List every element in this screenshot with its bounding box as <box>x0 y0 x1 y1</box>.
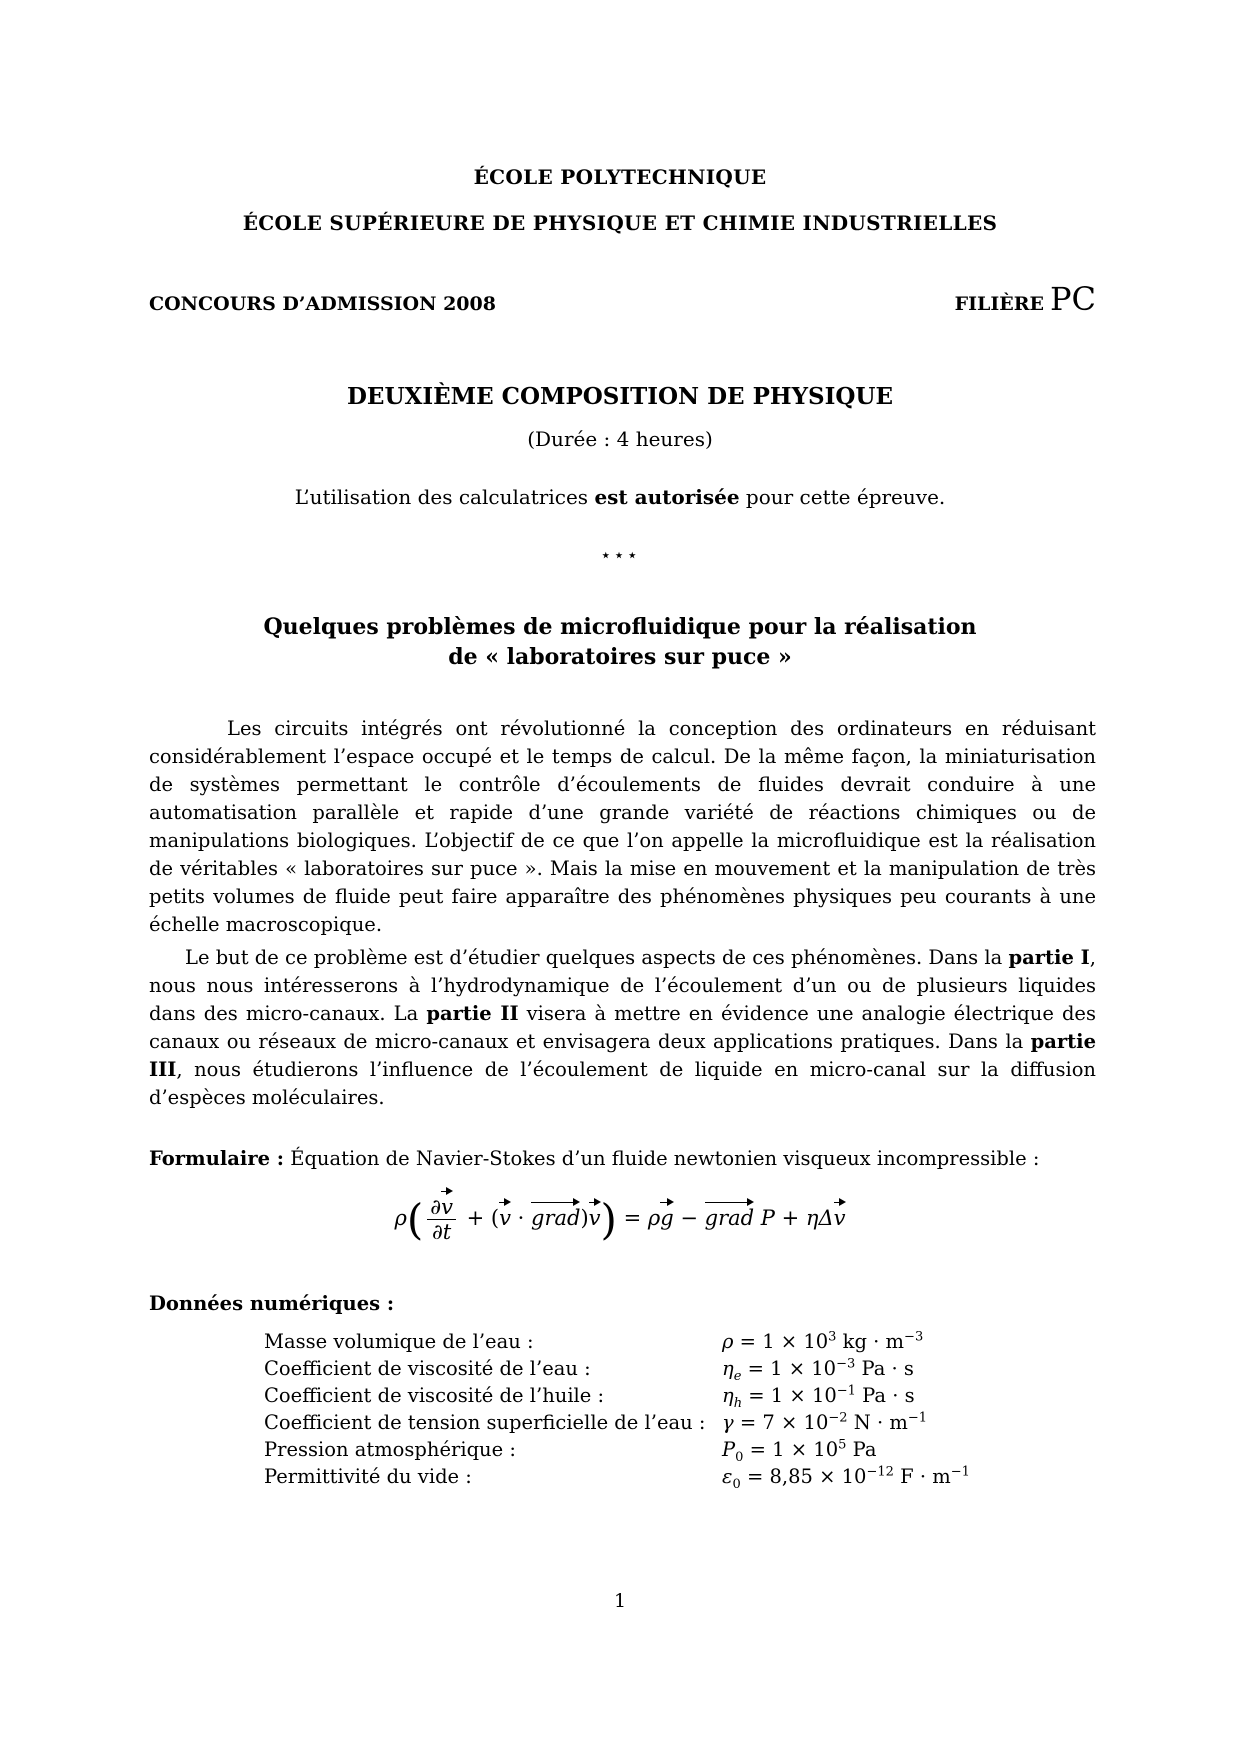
separator-stars: ⋆⋆⋆ <box>600 545 640 566</box>
problem-title-line1: Quelques problèmes de microfluidique pour la réalisation <box>263 614 977 640</box>
formulaire-text: Équation de Navier-Stokes d’un fluide newtonien visqueux incompressible : <box>290 1147 1040 1170</box>
numeric-data-table <box>264 1328 970 1490</box>
data-row: Coefficient de tension superficielle de l’eau : $\gamma = 7 \times 10^{-2}$ $N \cdot m^{-1}$ <box>264 1410 928 1434</box>
filiere-value: PC <box>1049 280 1096 318</box>
intro-paragraph-1: Les circuits intégrés ont révolutionné la conception des ordinateurs en réduisant considérablement l’espace occupé et le temps de calcul. De la même façon, la miniaturisation de systèmes permettant le contrôle d’écoulements de fluides devrait conduire à une automatisation parallèle et rapide d’une grande variété de réactions chimiques ou de manipulations biologiques. L’objectif de ce que l’on appelle la microfluidique est la réalisation de véritables « laboratoires sur puce ». Mais la mise en mouvement et la manipulation de très petits volumes de fluide peut faire apparaître des phénomènes physiques peu courants à une échelle macroscopique. <box>149 717 1096 936</box>
calculator-notice: L’utilisation des calculatrices est autorisée pour cette épreuve. <box>294 485 946 509</box>
filiere <box>955 280 1096 318</box>
concours-label: CONCOURS D’ADMISSION 2008 <box>149 293 496 315</box>
page-number: 1 <box>613 1590 627 1612</box>
concours-row <box>149 280 1096 318</box>
school-name-1: ÉCOLE POLYTECHNIQUE <box>473 165 767 189</box>
data-row: Coefficient de viscosité de l’eau : $\eta_e = 1 \times 10^{-3}$ Pa · s <box>264 1356 914 1384</box>
exam-title: DEUXIÈME COMPOSITION DE PHYSIQUE <box>346 383 894 410</box>
school-name-2: ÉCOLE SUPÉRIEURE DE PHYSIQUE ET CHIMIE INDUSTRIELLES <box>242 211 998 235</box>
data-row: Masse volumique de l’eau : $\rho = 1 \times 10^3$ kg · $m^{-3}$ <box>264 1329 924 1353</box>
filiere-label: FILIÈRE <box>954 293 1044 315</box>
data-row: Coefficient de viscosité de l’huile : $\eta_h = 1 \times 10^{-1}$ Pa · s <box>264 1383 915 1411</box>
problem-title-line2: de « laboratoires sur puce » <box>448 644 792 670</box>
exam-duration: (Durée : 4 heures) <box>527 427 713 451</box>
donnees-label: Données numériques : <box>149 1292 395 1315</box>
formulaire-line <box>149 1145 1096 1173</box>
intro-paragraph-2: Le but de ce problème est d’étudier quelques aspects de ces phénomènes. Dans la partie I, nous nous intéresserons à l’hydrodynamique de l’écoulement d’un ou de plusieurs liquides dans des micro-canaux. La partie II visera à mettre en évidence une analogie électrique des canaux ou réseaux de micro-canaux et envisagera deux applications pratiques. Dans la partie III, nous étudierons l’influence de l’écoulement de liquide en micro-canal sur la diffusion d’espèces moléculaires. <box>149 946 1096 1109</box>
data-row: Pression atmosphérique : $P_0 = 1 \times 10^5$ Pa <box>264 1437 877 1465</box>
data-row: Permittivité du vide : $\varepsilon_0 = 8,85 \times 10^{-12}$ $F \cdot m^{-1}$ <box>264 1464 970 1492</box>
formulaire-label: Formulaire : <box>149 1147 284 1170</box>
navier-stokes-equation: ρ( $\frac{\partial v}{\partial t}$ + (v · grad)v) = ρg − grad P + ηΔv <box>394 1195 846 1244</box>
